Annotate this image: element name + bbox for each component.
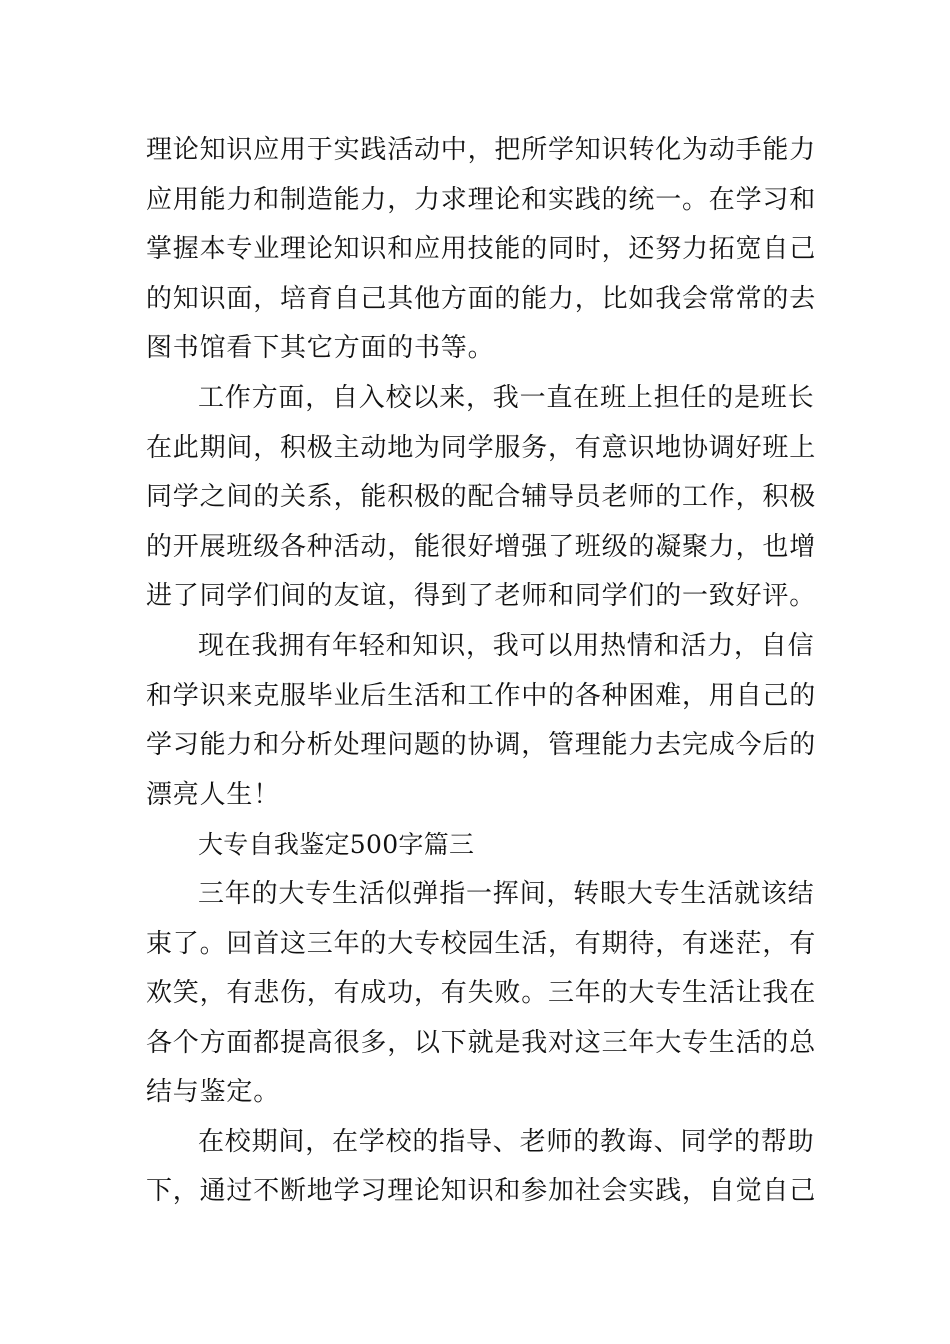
- section-heading: 大专自我鉴定500字篇三: [198, 830, 475, 860]
- paragraph-first-line: 现在我拥有年轻和知识，我可以用热情和活力，自信: [198, 630, 815, 661]
- paragraph-line: 同学之间的关系，能积极的配合辅导员老师的工作，积极: [146, 482, 817, 513]
- document-page: [146, 126, 817, 1217]
- paragraph-line: 束了。回首这三年的大专校园生活，有期待，有迷茫，有: [146, 928, 817, 959]
- paragraph-line: 的知识面，培育自己其他方面的能力，比如我会常常的去: [146, 283, 817, 314]
- paragraph-line: 各个方面都提高很多，以下就是我对这三年大专生活的总: [146, 1027, 817, 1058]
- paragraph-line: 应用能力和制造能力，力求理论和实践的统一。在学习和: [146, 184, 817, 215]
- paragraph-line: 掌握本专业理论知识和应用技能的同时，还努力拓宽自己: [146, 234, 817, 265]
- paragraph-line: 学习能力和分析处理问题的协调，管理能力去完成今后的: [146, 730, 817, 761]
- paragraph-line: 的开展班级各种活动，能很好增强了班级的凝聚力，也增: [146, 531, 817, 562]
- paragraph-first-line: 三年的大专生活似弹指一挥间，转眼大专生活就该结: [198, 878, 815, 909]
- paragraph-line: 下，通过不断地学习理论知识和参加社会实践，自觉自己: [146, 1176, 817, 1207]
- paragraph-line: 理论知识应用于实践活动中，把所学知识转化为动手能力: [146, 135, 817, 165]
- paragraph-line: 结与鉴定。: [146, 1077, 281, 1108]
- paragraph-line: 漂亮人生！: [146, 779, 281, 810]
- paragraph-line: 图书馆看下其它方面的书等。: [146, 333, 495, 364]
- paragraph-line: 和学识来克服毕业后生活和工作中的各种困难，用自己的: [146, 680, 817, 711]
- paragraph-first-line: 工作方面，自入校以来，我一直在班上担任的是班长: [198, 382, 815, 413]
- paragraph-line: 欢笑，有悲伤，有成功，有失败。三年的大专生活让我在: [146, 978, 817, 1009]
- paragraph-line: 进了同学们间的友谊，得到了老师和同学们的一致好评。: [146, 581, 817, 612]
- paragraph-line: 在此期间，积极主动地为同学服务，有意识地协调好班上: [146, 432, 817, 463]
- paragraph-first-line: 在校期间，在学校的指导、老师的教诲、同学的帮助: [198, 1126, 815, 1157]
